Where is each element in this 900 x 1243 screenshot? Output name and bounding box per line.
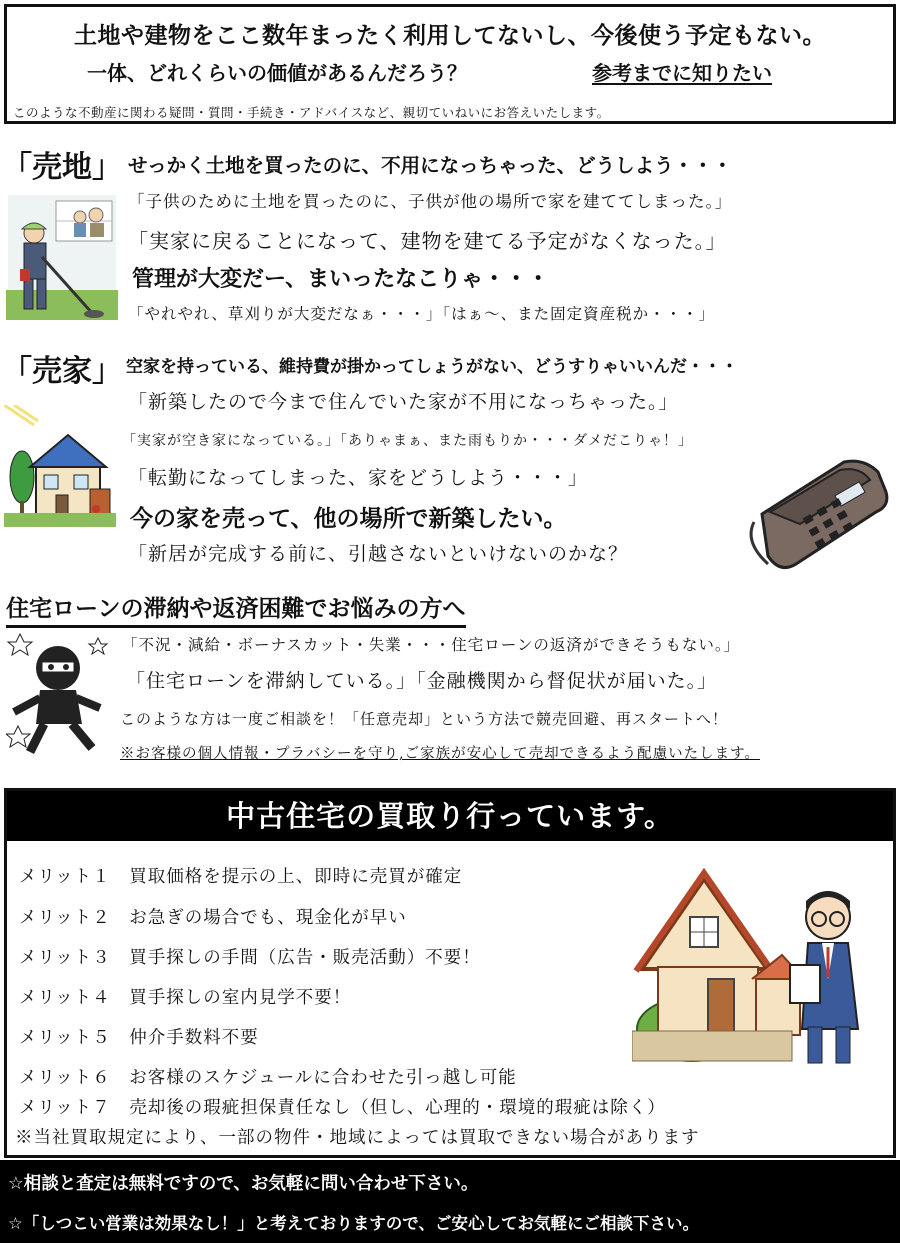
- land-quote-1: 「子供のために土地を買ったのに、子供が他の場所で家を建ててしまった。」: [128, 192, 733, 211]
- merit-6: メリット６ お客様のスケジュールに合わせた引っ越し可能: [19, 1068, 517, 1088]
- header-line-1: 土地や建物をここ数年まったく利用してないし、今後使う予定もない。: [74, 23, 826, 49]
- loan-quote-2: 「住宅ローンを滞納している。」「金融機関から督促状が届いた。」: [126, 670, 718, 692]
- merit-3: メリット３ 買手探しの手間（広告・販売活動）不要！: [19, 948, 481, 968]
- house-headline: 空家を持っている、維持費が掛かってしょうがない、どうすりゃいいんだ・・・: [126, 357, 738, 377]
- house-quote-1: 「新築したので今まで住んでいた家が不用になっちゃった。」: [128, 391, 679, 413]
- merit-1: メリット１ 買取価格を提示の上、即時に売買が確定: [19, 867, 463, 887]
- house-label: 「売家」: [2, 354, 122, 389]
- grass-cutter-illustration: [6, 195, 118, 325]
- house-quote-2: 「実家が空き家になっている。」「ありゃまぁ、また雨もりか・・・ダメだこりゃ！」: [122, 433, 693, 449]
- loan-heading: 住宅ローンの滞納や返済困難でお悩みの方へ: [6, 590, 466, 628]
- header-box: [4, 4, 896, 124]
- footer-line-1: ☆相談と査定は無料ですので、お気軽に問い合わせ下さい。: [8, 1174, 479, 1194]
- footer-line-2: ☆「しつこい営業は効果なし！」と考えておりますので、ご安心してお気軽にご相談下さい。: [8, 1214, 699, 1233]
- merit-4: メリット４ 買手探しの室内見学不要！: [19, 988, 352, 1008]
- house-quote-5: 「新居が完成する前に、引越さないといけないのかな？: [128, 543, 629, 565]
- house-inspector-illustration: [632, 859, 882, 1071]
- land-quote-3: 管理が大変だー、まいったなこりゃ・・・: [132, 267, 550, 292]
- house-quote-3: 「転勤になってしまった、家をどうしよう・・・」: [128, 467, 589, 489]
- loan-note: ※お客様の個人情報・プラバシーを守り,ご家族が安心して売却できるよう配慮いたします。: [120, 746, 760, 762]
- header-line-2: 一体、どれくらいの価値があるんだろう？: [87, 61, 467, 85]
- running-figure-illustration: [6, 628, 112, 762]
- purchase-banner: 中古住宅の買取り行っています。: [7, 791, 893, 841]
- merit-5: メリット５ 仲介手数料不要: [19, 1028, 259, 1048]
- land-quote-4: 「やれやれ、草刈りが大変だなぁ・・・」「はぁ〜、また固定資産税か・・・」: [128, 305, 716, 323]
- land-quote-2: 「実家に戻ることになって、建物を建てる予定がなくなった。」: [128, 229, 727, 253]
- footer-banner: [0, 1160, 900, 1243]
- loan-quote-3: このような方は一度ご相談を！「任意売却」という方法で競売回避、再スタートへ！: [120, 710, 729, 728]
- land-label: 「売地」: [2, 150, 122, 185]
- merit-7: メリット７ 売却後の瑕疵担保責任なし（但し、心理的・環境的瑕疵は除く）: [19, 1098, 666, 1118]
- loan-quote-1: 「不況・減給・ボーナスカット・失業・・・住宅ローンの返済ができそうもない。」: [122, 636, 741, 654]
- purchase-box: [4, 788, 896, 1158]
- purchase-note: ※当社買取規定により、一部の物件・地域によっては買取できない場合があります: [15, 1128, 700, 1148]
- house-illustration: [4, 405, 116, 527]
- land-headline: せっかく土地を買ったのに、不用になっちゃった、どうしよう・・・: [128, 154, 733, 177]
- house-quote-4: 今の家を売って、他の場所で新築したい。: [130, 506, 567, 532]
- header-line-2-emphasis: 参考までに知りたい: [592, 61, 772, 85]
- merit-2: メリット２ お急ぎの場合でも、現金化が早い: [19, 908, 407, 928]
- telephone-icon: [740, 452, 890, 584]
- header-line-3: このような不動産に関わる疑問・質問・手続き・アドバイスなど、親切ていねいにお答えいたします。: [13, 105, 610, 120]
